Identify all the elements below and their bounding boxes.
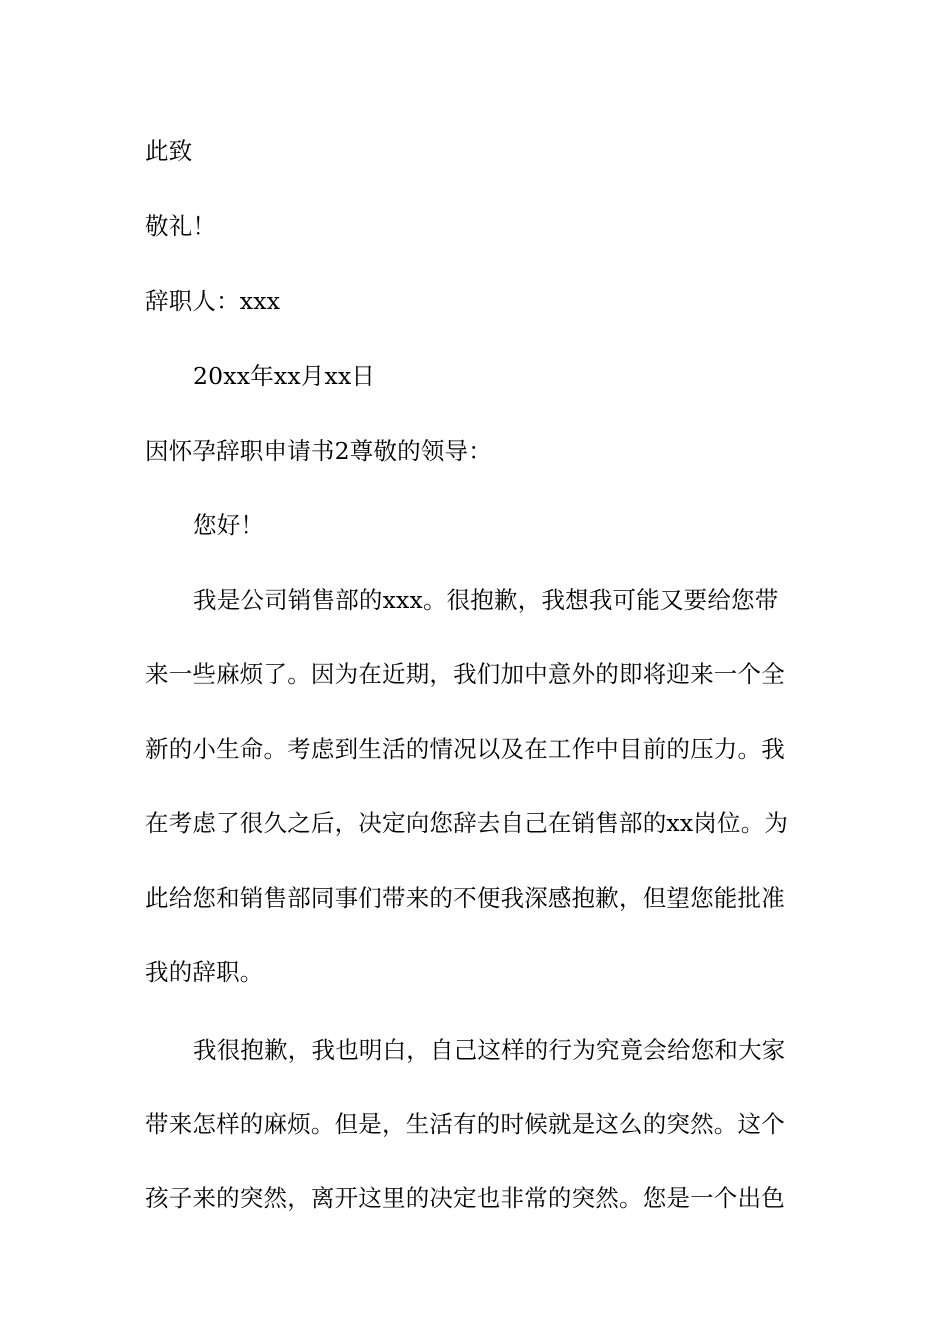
section-heading: 因怀孕辞职申请书2尊敬的领导： xyxy=(145,437,492,465)
paragraph-1-line-1: 我是公司销售部的xxx。很抱歉，我想我可能又要给您带 xyxy=(193,586,779,614)
paragraph-1-line-3: 新的小生命。考虑到生活的情况以及在工作中目前的压力。我 xyxy=(145,735,785,763)
greeting-line: 您好！ xyxy=(193,511,265,539)
paragraph-2-line-2: 带来怎样的麻烦。但是，生活有的时候就是这么的突然。这个 xyxy=(145,1110,785,1138)
signature-line: 辞职人：xxx xyxy=(145,287,281,315)
paragraph-1-line-5: 此给您和销售部同事们带来的不便我深感抱歉，但望您能批准 xyxy=(145,884,785,912)
paragraph-1-line-2: 来一些麻烦了。因为在近期，我们加中意外的即将迎来一个全 xyxy=(145,660,785,688)
paragraph-1-line-6: 我的辞职。 xyxy=(145,958,264,986)
date-line: 20xx年xx月xx日 xyxy=(193,362,376,390)
closing-salutation: 此致 xyxy=(145,137,193,165)
paragraph-1-line-4: 在考虑了很久之后，决定向您辞去自己在销售部的xx岗位。为 xyxy=(145,809,789,837)
closing-respect: 敬礼！ xyxy=(145,212,217,240)
paragraph-2-line-3: 孩子来的突然，离开这里的决定也非常的突然。您是一个出色 xyxy=(145,1184,785,1212)
paragraph-2-line-1: 我很抱歉，我也明白，自己这样的行为究竟会给您和大家 xyxy=(193,1036,786,1064)
